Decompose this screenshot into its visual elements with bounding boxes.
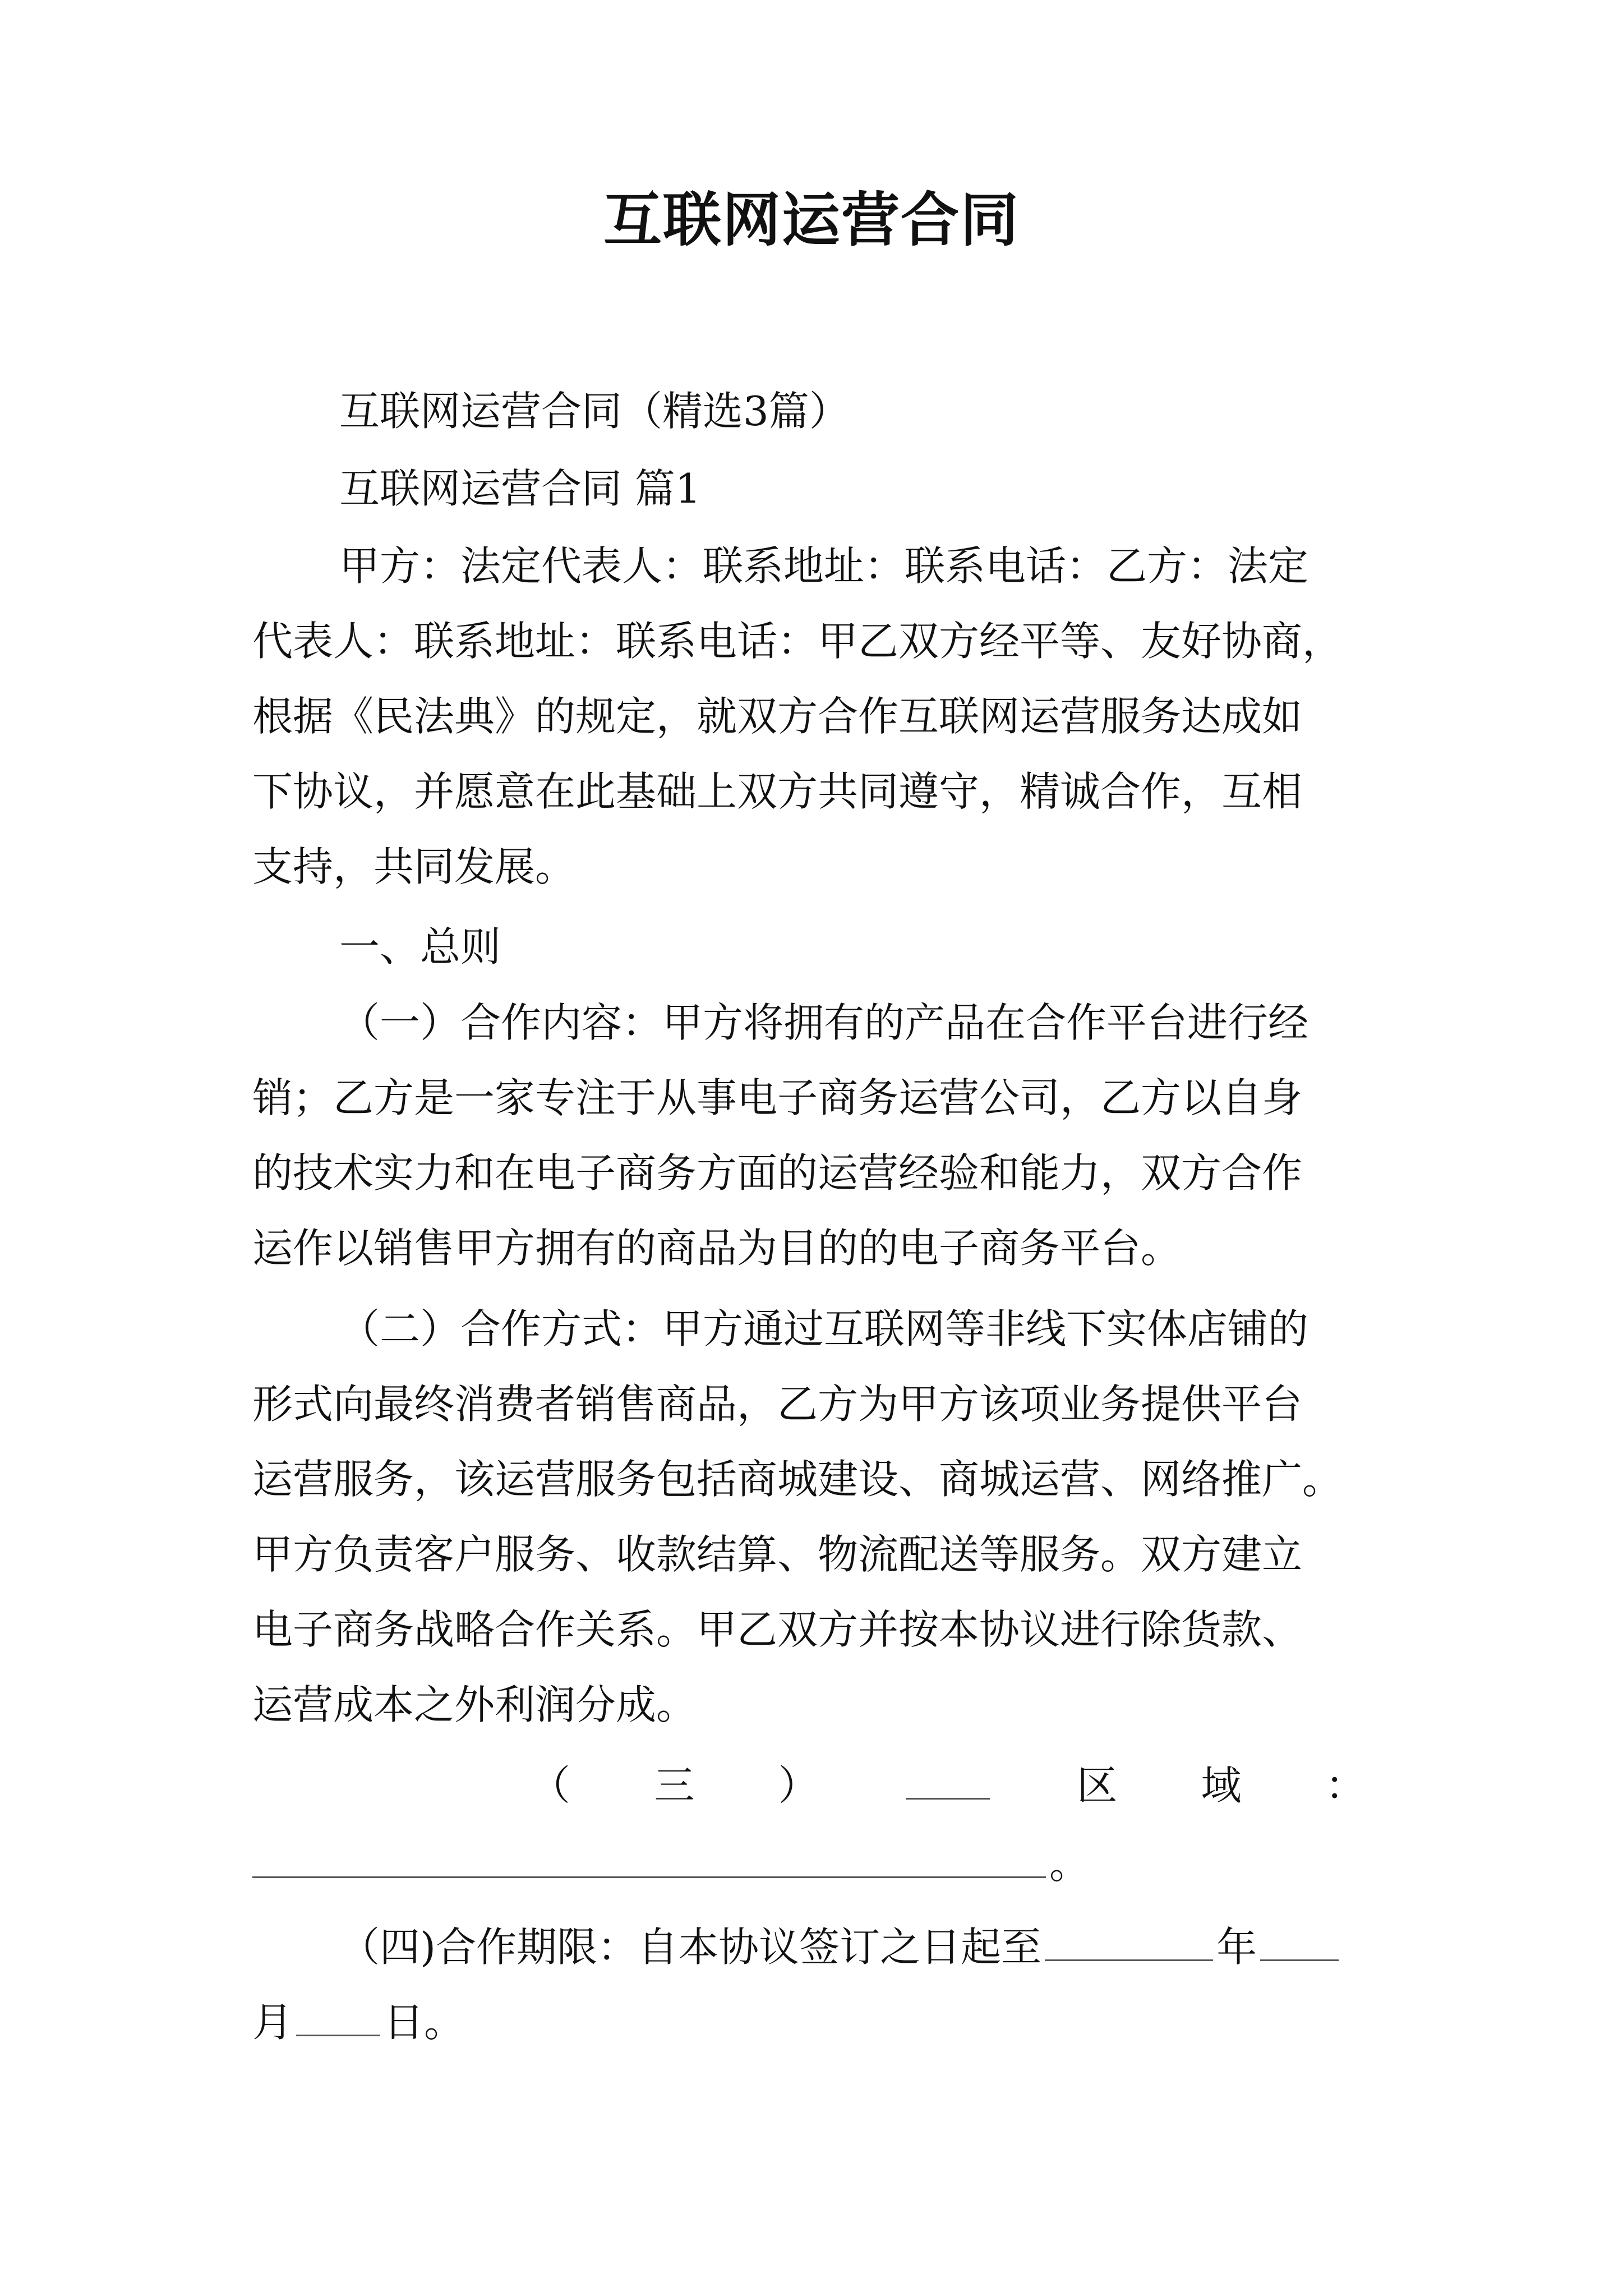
paragraph-line: 运作以销售甲方拥有的商品为目的的电子商务平台。 [252,1225,1182,1272]
fill-in-blank [252,1844,1046,1878]
region-char-1: 区 [1077,1762,1118,1809]
fill-in-blank [906,1765,990,1800]
colon: ： [1325,1762,1366,1809]
fill-in-blank [296,2002,380,2036]
period: 。 [1049,1841,1090,1888]
paren-open: （ [530,1762,571,1809]
section-number: 三 [654,1762,695,1809]
term-prefix: （四)合作期限：自本协议签订之日起至 [339,1924,1042,1971]
paragraph-line: 形式向最终消费者销售商品，乙方为甲方该项业务提供平台 [252,1381,1303,1428]
day-label: 日。 [384,1999,465,2046]
fill-in-blank [1045,1927,1213,1961]
section-heading: 一、总则 [339,923,501,970]
subtitle-part-1: 互联网运营合同 篇1 [339,465,701,512]
section-4-term-line [339,1923,1391,1971]
paragraph-line: 运营服务，该运营服务包括商城建设、商城运营、网络推广。 [252,1456,1343,1503]
section-3-blank-line [252,1840,1391,1888]
paragraph-line: 下协议，并愿意在此基础上双方共同遵守，精诚合作，互相 [252,768,1303,815]
region-char-2: 域 [1201,1762,1242,1809]
paragraph-line: （一）合作内容：甲方将拥有的产品在合作平台进行经 [339,999,1309,1046]
paragraph-line: 支持，共同发展。 [252,843,576,890]
subtitle-selection: 互联网运营合同（精选3篇） [339,388,850,435]
paragraph-line: 根据《民法典》的规定，就双方合作互联网运营服务达成如 [252,693,1303,740]
paragraph-line: （二）合作方式：甲方通过互联网等非线下实体店铺的 [339,1305,1309,1352]
paragraph-line: 甲方：法定代表人：联系地址：联系电话：乙方：法定 [339,542,1309,590]
paragraph-line: 电子商务战略合作关系。甲乙双方并按本协议进行除货款、 [252,1606,1303,1653]
paren-close: ） [778,1762,819,1809]
paragraph-line: 销；乙方是一家专注于从事电子商务运营公司，乙方以自身 [252,1074,1303,1121]
paragraph-line: 运营成本之外利润分成。 [252,1681,697,1728]
paragraph-line: 代表人：联系地址：联系电话：甲乙双方经平等、友好协商， [252,618,1343,665]
section-3-region-line [530,1761,1366,1810]
month-label: 月 [252,1999,293,2046]
document-title: 互联网运营合同 [603,185,1020,254]
year-label: 年 [1216,1924,1257,1971]
section-4-term-line-2 [252,1998,1391,2046]
paragraph-line: 的技术实力和在电子商务方面的运营经验和能力，双方合作 [252,1149,1303,1197]
fill-in-blank [1260,1927,1339,1961]
paragraph-line: 甲方负责客户服务、收款结算、物流配送等服务。双方建立 [252,1531,1303,1578]
